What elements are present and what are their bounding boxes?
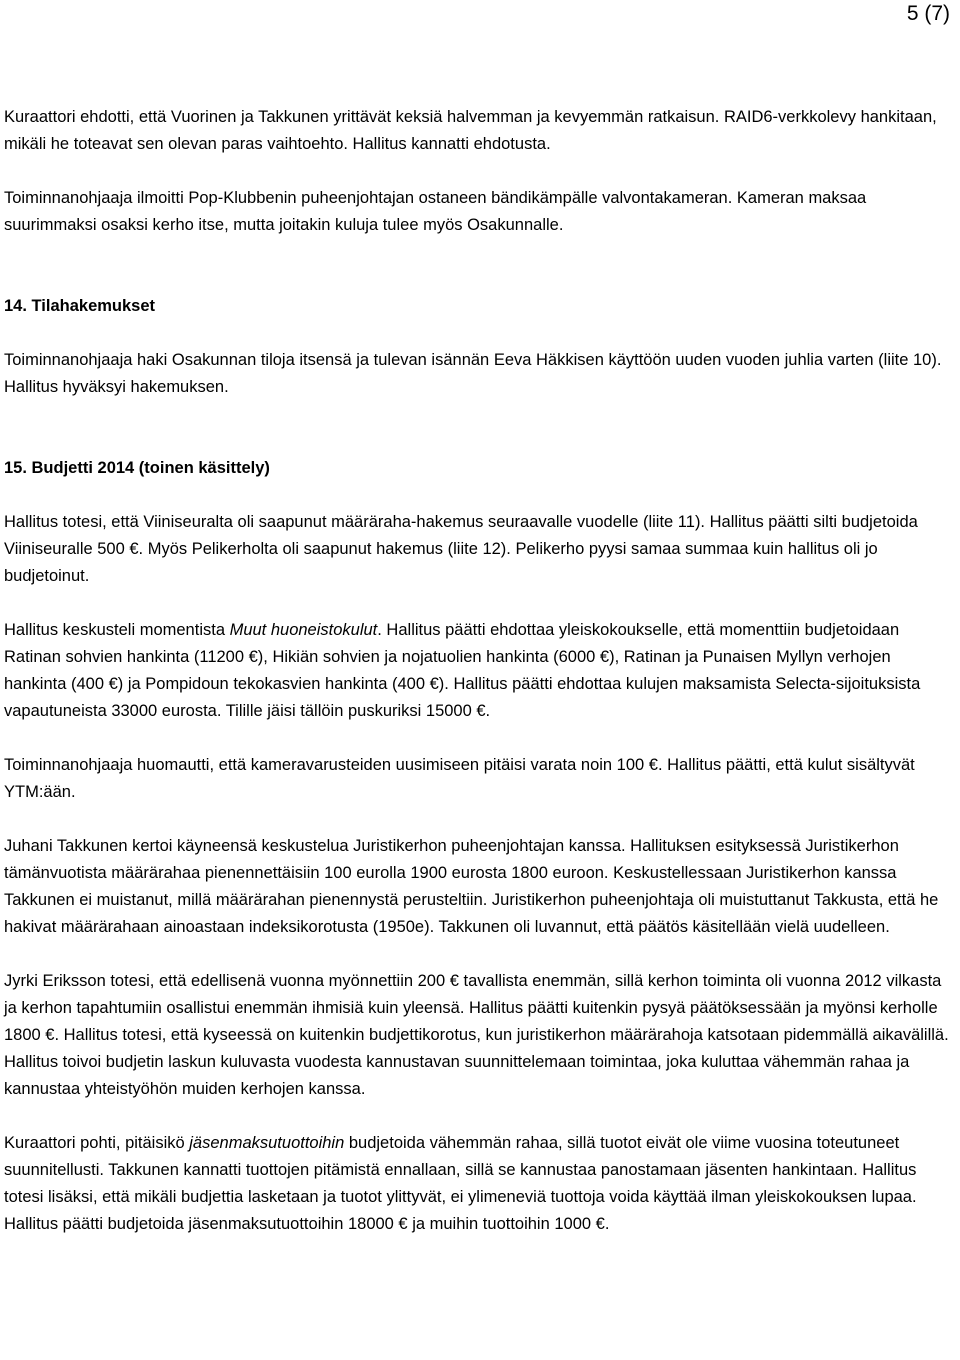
page-number: 5 (7) (906, 2, 950, 25)
section-heading-15: 15. Budjetti 2014 (toinen käsittely) (4, 459, 270, 477)
section-heading-14: 14. Tilahakemukset (4, 297, 156, 315)
text-run: budjetoida vähemmän rahaa, sillä tuotot eivät ole viime vuosina toteutuneet suunnitellusti. Takkunen kannatti tuottojen pitämistä ennallaan, sillä se kannustaa panostamaan jäsenten hankintaan. Hallitus totesi lisäksi, että mikäli budjettia lasketaan ja tuotot ylittyvät, ei ylimeneviä tuottoja voida käyttää ilman yleiskokouksen lupaa. Hallitus päätti budjetoida jäsenmaksutuottoihin 18000 € ja muihin tuottoihin 1000 €. (4, 1134, 917, 1233)
paragraph-wine-society: Hallitus totesi, että Viiniseuralta oli saapunut määräraha-hakemus seuraavalle vuodelle (liite 11). Hallitus päätti silti budjetoida Viiniseuralle 500 €. Myös Pelikerholta oli saapunut hakemus (liite 12). Pelikerho pyysi samaa summaa kuin hallitus oli jo budjetoinut. (4, 513, 918, 585)
paragraph-law-club: Juhani Takkunen kertoi käyneensä keskustelua Juristikerhon puheenjohtajan kanssa. Hallituksen esityksessä Juristikerhon tämänvuotista määrärahaa pienennettäisiin 100 eurolla 1900 eurosta 1800 euroon. Keskustellessaan Juristikerhon kanssa Takkunen ei muistanut, millä määrärahan pienennystä perusteltiin. Juristikerhon puheenjohtaja oli muistuttanut Takkusta, että he hakivat määrärahaan ainoastaan indeksikorotusta (1950e). Takkunen oli luvannut, että päätös käsitellään vielä uudelleen. (4, 837, 939, 936)
paragraph-membership-fees (4, 1130, 956, 1238)
paragraph-eriksson: Jyrki Eriksson totesi, että edellisenä vuonna myönnettiin 200 € tavallista enemmän, sillä kerhon toiminta oli vuonna 2012 vilkasta ja kerhon tapahtumiin osallistui enemmän ihmisiä kuin yleensä. Hallitus päätti kuitenkin pysyä päätöksessään ja myönsi kerholle 1800 €. Hallitus totesi, että kyseessä on kuitenkin budjettikorotus, kun juristikerhon määrärahoja katsotaan pidemmällä aikavälillä. Hallitus toivoi budjetin laskun kuluvasta vuodesta kannustavan suunnittelemaan toimintaa, joka kuluttaa vähemmän rahaa ja kannustaa yhteistyöhön muiden kerhojen kanssa. (4, 972, 949, 1098)
text-run: . Hallitus päätti ehdottaa yleiskokoukselle, että momenttiin budjetoidaan Ratinan sohvien hankinta (11200 €), Hikiän sohvien ja nojatuolien hankinta (6000 €), Ratinan ja Punaisen Myllyn verhojen hankinta (400 €) ja Pompidoun tekokasvien hankinta (400 €). Hallitus päätti ehdottaa kulujen maksamista Selecta-sijoituksista vapautuneista 33000 eurosta. Tilille jäisi tällöin puskuriksi 15000 €. (4, 621, 921, 720)
italic-term: jäsenmaksutuottoihin (189, 1134, 345, 1152)
paragraph-camera: Toiminnanohjaaja ilmoitti Pop-Klubbenin puheenjohtajan ostaneen bändikämpälle valvontakameran. Kameran maksaa suurimmaksi osaksi kerho itse, mutta joitakin kuluja tulee myös Osakunnalle. (4, 189, 867, 234)
paragraph-premises-application: Toiminnanohjaaja haki Osakunnan tiloja itsensä ja tulevan isännän Eeva Häkkisen käyttöön uuden vuoden juhlia varten (liite 10). Hallitus hyväksyi hakemuksen. (4, 351, 942, 396)
paragraph-raid6: Kuraattori ehdotti, että Vuorinen ja Takkunen yrittävät keksiä halvemman ja kevyemmän ratkaisun. RAID6-verkkolevy hankitaan, mikäli he toteavat sen olevan paras vaihtoehto. Hallitus kannatti ehdotusta. (4, 108, 937, 153)
text-run: Kuraattori pohti, pitäisikö (4, 1134, 190, 1152)
paragraph-housing-costs (4, 617, 956, 725)
text-run: Hallitus keskusteli momentista (4, 621, 230, 639)
paragraph-camera-equipment: Toiminnanohjaaja huomautti, että kameravarusteiden uusimiseen pitäisi varata noin 100 €. Hallitus päätti, että kulut sisältyvät YTM:ään. (4, 756, 915, 801)
italic-term: Muut huoneistokulut (229, 621, 378, 639)
document-body (4, 104, 956, 1265)
